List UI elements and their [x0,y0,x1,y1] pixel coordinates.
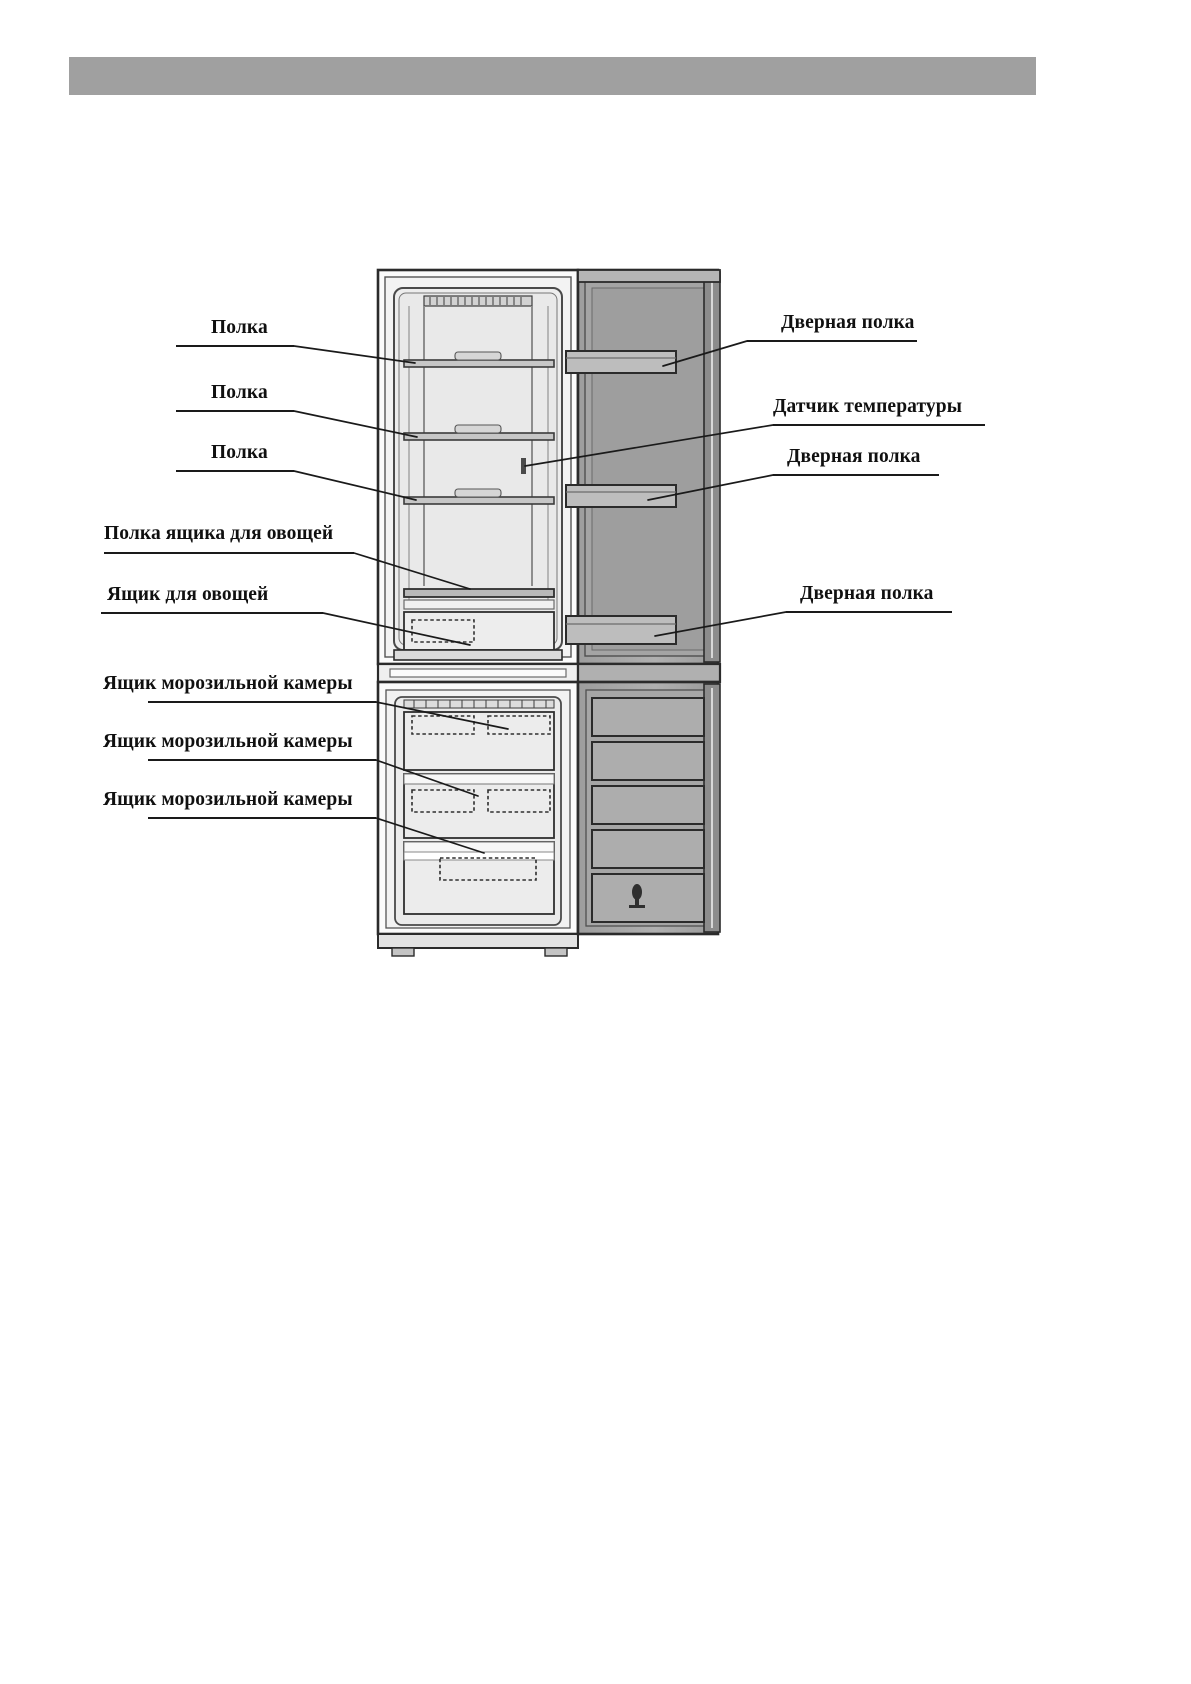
callout-door-shelf-2: Дверная полка [787,446,921,467]
callout-rule-door-shelf-2 [773,474,939,476]
callout-crisper-box: Ящик для овощей [107,584,269,605]
callout-crisper-shelf: Полка ящика для овощей [104,523,334,544]
callout-freezer-box-1: Ящик морозильной камеры [103,673,353,694]
callout-rule-freezer-box-3 [148,817,376,819]
callout-rule-temperature-sensor [773,424,985,426]
callout-rule-door-shelf-3 [786,611,952,613]
callout-rule-freezer-box-2 [148,759,376,761]
callout-door-shelf-1: Дверная полка [781,312,915,333]
callout-rule-crisper-box [101,612,323,614]
callout-freezer-box-2: Ящик морозильной камеры [103,731,353,752]
callout-temperature-sensor: Датчик температуры [773,396,963,417]
callout-shelf-3: Полка [211,442,268,463]
callout-rule-shelf-3 [176,470,294,472]
door-shelf [566,351,676,373]
cabinet-divider [378,664,720,682]
door-shelf [566,616,676,644]
callout-shelf-2: Полка [211,382,268,403]
freezer-drawer [404,712,554,770]
callout-door-shelf-3: Дверная полка [800,583,934,604]
fridge-door [566,270,720,664]
callout-freezer-box-3: Ящик морозильной камеры [103,789,353,810]
crisper-drawer [404,612,554,650]
door-shelf [566,485,676,507]
callout-rule-freezer-box-1 [148,701,376,703]
callout-rule-shelf-2 [176,410,294,412]
callout-shelf-1: Полка [211,317,268,338]
freezer-door [578,682,720,934]
fridge-cabinet [378,270,578,664]
callout-rule-crisper-shelf [104,552,354,554]
callout-rule-shelf-1 [176,345,294,347]
callout-rule-door-shelf-1 [747,340,917,342]
freezer-drawer [404,774,554,838]
freezer-drawer [404,842,554,914]
